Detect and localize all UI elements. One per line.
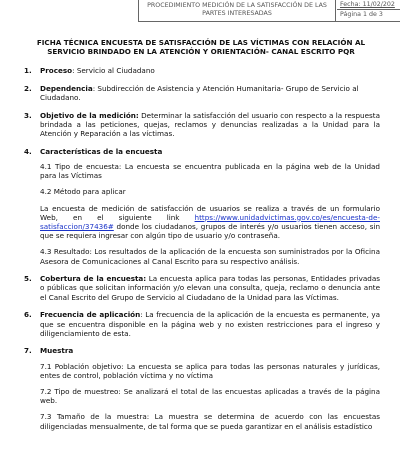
section-text: : Servicio al Ciudadano [72, 66, 155, 75]
section-text: Determinar la satisfacción del usuario con respecto a la respuesta brindada a las peticiones, quejas, reclamos y denuncias realizadas a la Unidad para la Atención y Reparación a las víctimas. [40, 110, 380, 139]
paragraph-7-1: 7.1 Población objetivo: La encuesta se aplica para todas las personas naturales y jurídicas, entes de control, población víctima y no víctima [40, 361, 380, 380]
section-key: Frecuencia de aplicación [40, 310, 141, 320]
section-key: Objetivo de la medición: [40, 110, 139, 120]
section-number: 7. [24, 346, 32, 356]
section-number: 1. [24, 66, 32, 75]
section-text: : La frecuencia de la aplicación de la encuesta es permanente, ya que se encuentra disponible en la página web y no existen restricciones para el ingreso y diligenciamiento de esta. [40, 310, 381, 338]
section-key: Proceso [40, 66, 73, 75]
section-key: Cobertura de la encuesta: [40, 274, 147, 284]
section-number: 3. [24, 110, 32, 120]
survey-link[interactable]: https://www.unidadvictimas.gov.co/es/encuesta-de-satisfaccion/37436# [40, 212, 380, 231]
paragraph-4-1: 4.1 Tipo de encuesta: La encuesta se encuentra publicada en la página web de la Unidad para las Víctimas [40, 161, 380, 181]
section-4 [24, 147, 380, 266]
section-key: Muestra [40, 346, 74, 356]
section-number: 6. [24, 310, 32, 320]
paragraph-4-2: 4.2 Método para aplicar [40, 187, 126, 197]
section-text: : Subdirección de Asistencia y Atención Humanitaria- Grupo de Servicio al Ciudadano. [40, 83, 359, 102]
section-key: Dependencia [40, 83, 93, 93]
header-title: PROCEDIMIENTO MEDICIÓN DE LA SATISFACCIÓN DE LAS PARTES INTERESADAS [138, 0, 336, 21]
page-header [138, 0, 400, 22]
section-4-content [40, 162, 380, 266]
section-7 [24, 346, 380, 430]
paragraph-4-3: 4.3 Resultado: Los resultados de la aplicación de la encuesta son suministrados por la Oficina Asesora de Comunicaciones al Canal Escrito para su respectivo análisis. [40, 247, 380, 266]
section-number: 5. [24, 274, 32, 284]
section-key: Características de la encuesta [40, 146, 163, 156]
section-1 [24, 66, 380, 75]
paragraph-text: donde los ciudadanos, grupos de interés y/o usuarios tienen acceso, sin que se requiera ingresar con algún tipo de usuario y/o contraseña. [40, 221, 380, 241]
document-title: FICHA TÉCNICA ENCUESTA DE SATISFACCIÓN DE LAS VÍCTIMAS CON RELACIÓN AL SERVICIO BRINDADO EN LA ATENCIÓN Y ORIENTACIÓN- CANAL ESCRITO PQR [36, 38, 366, 56]
header-meta [337, 0, 400, 21]
paragraph-4-2-body [40, 204, 380, 241]
paragraph-text: La encuesta de medición de satisfacción de usuarios se realiza a través de un formulario Web, en el siguiente link [40, 203, 380, 222]
paragraph-7-2: 7.2 Tipo de muestreo: Se analizará el total de las encuestas aplicadas a través de la página web. [40, 387, 380, 406]
header-page: Página 1 de 3 [340, 11, 383, 18]
section-2 [24, 84, 380, 102]
section-3 [24, 111, 380, 139]
document-body [24, 66, 380, 439]
section-6 [24, 310, 380, 338]
section-5 [24, 274, 380, 302]
header-date: Fecha: 11/02/202 [337, 0, 400, 10]
section-text: La encuesta aplica para todas las personas, Entidades privadas o públicas que solicitan información y/o elevan una consulta, queja, reclamo o denuncia ante el Canal Escrito del Grupo de Servicio al Ciudadano de la Unidad para las Víctimas. [40, 274, 380, 302]
section-number: 2. [24, 83, 32, 93]
section-number: 4. [24, 146, 32, 156]
paragraph-7-3: 7.3 Tamaño de la muestra: La muestra se determina de acuerdo con las encuestas diligenciadas mensualmente, de tal forma que se pueda garantizar en el análisis estadístico [40, 412, 380, 431]
section-7-content [40, 362, 380, 431]
